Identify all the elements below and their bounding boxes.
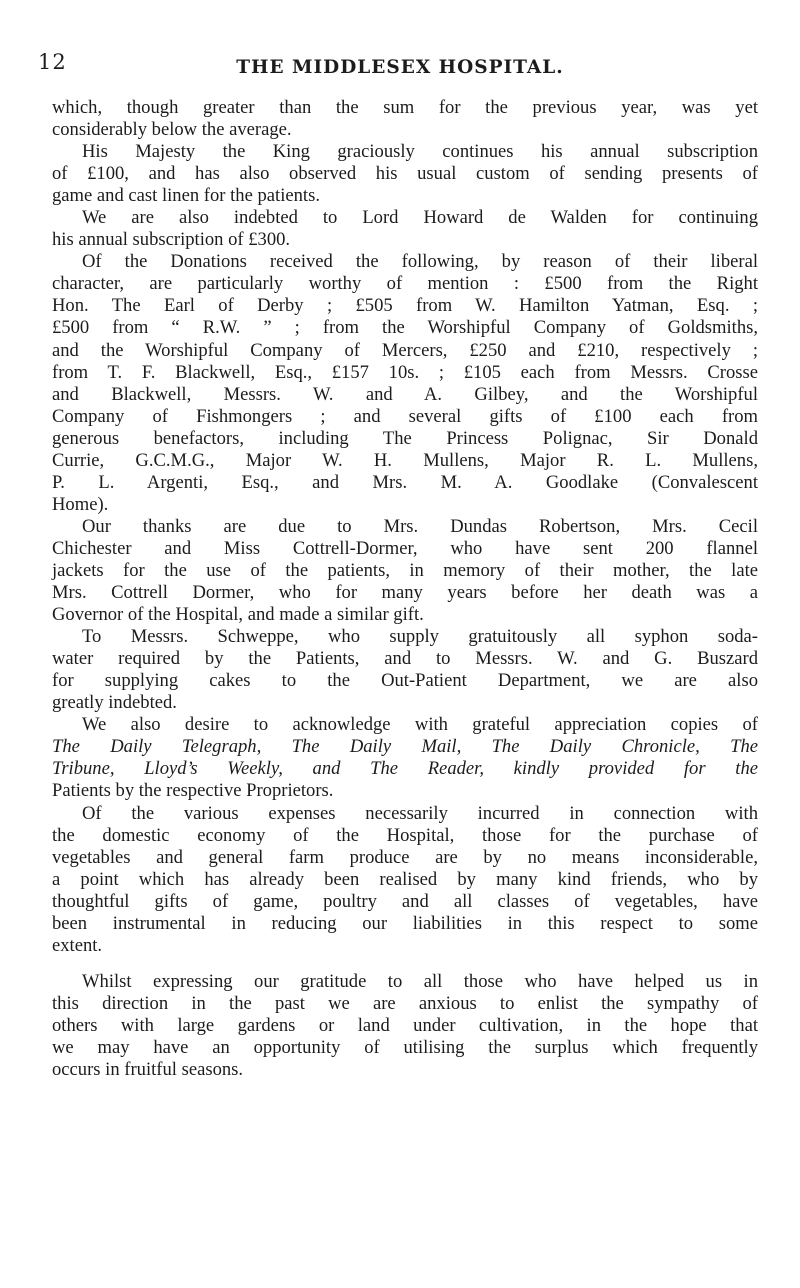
text-line: Company of Fishmongers ; and several gifts of £100 each from: [52, 405, 758, 427]
text-line: We are also indebted to Lord Howard de Walden for continuing: [82, 207, 758, 229]
text-line: the domestic economy of the Hospital, those for the purchase of: [52, 824, 758, 846]
text-line: Mrs. Cottrell Dormer, who for many years before her death was a: [52, 582, 758, 604]
paragraph-schweppe: [52, 626, 758, 714]
text-line: greatly indebted.: [52, 692, 177, 714]
italic-line: The Daily Telegraph, The Daily Mail, The Daily Chronicle, The: [52, 736, 758, 758]
paragraph-king-subscription: [52, 141, 758, 207]
paragraph-flannel-jackets: [52, 516, 758, 626]
text-line: and Blackwell, Messrs. W. and A. Gilbey, and the Worshipful: [52, 383, 758, 405]
text-line: others with large gardens or land under cultivation, in the hope that: [52, 1014, 758, 1036]
text-line: his annual subscription of £300.: [52, 229, 291, 251]
text-line: thoughtful gifts of game, poultry and all classes of vegetables, have: [52, 890, 758, 912]
text-line: To Messrs. Schweppe, who supply gratuitously all syphon soda-: [82, 626, 758, 648]
text-line: occurs in fruitful seasons.: [52, 1059, 244, 1081]
text-line: generous benefactors, including The Princess Polignac, Sir Donald: [52, 427, 758, 449]
paragraph-gardens-appeal: [52, 971, 758, 1081]
text-line: from T. F. Blackwell, Esq., £157 10s. ; £105 each from Messrs. Crosse: [52, 361, 758, 383]
text-line: Of the Donations received the following, by reason of their liberal: [82, 251, 758, 273]
text-line: Our thanks are due to Mrs. Dundas Robertson, Mrs. Cecil: [82, 515, 758, 537]
text-line-italic-titles: [52, 736, 758, 758]
text-line: been instrumental in reducing our liabilities in this respect to some: [52, 912, 758, 934]
text-line: game and cast linen for the patients.: [52, 185, 320, 207]
paragraph-donations: [52, 251, 758, 516]
text-line: this direction in the past we are anxious to enlist the sympathy of: [52, 992, 758, 1014]
text-line: Whilst expressing our gratitude to all those who have helped us in: [82, 970, 758, 992]
running-head: THE MIDDLESEX HOSPITAL.: [236, 57, 564, 78]
text-line: P. L. Argenti, Esq., and Mrs. M. A. Goodlake (Convalescent: [52, 471, 758, 493]
text-line: jackets for the use of the patients, in memory of their mother, the late: [52, 559, 758, 581]
text-line: which, though greater than the sum for the previous year, was yet: [52, 97, 758, 118]
text-line: vegetables and general farm produce are by no means inconsiderable,: [52, 846, 758, 868]
text-line: of £100, and has also observed his usual custom of sending presents of: [52, 163, 758, 185]
text-line: His Majesty the King graciously continues his annual subscription: [82, 141, 758, 163]
text-line: considerably below the average.: [52, 119, 292, 141]
text-line: character, are particularly worthy of mention : £500 from the Right: [52, 273, 758, 295]
text-line: Home).: [52, 493, 109, 515]
text-line: We also desire to acknowledge with grateful appreciation copies of: [82, 714, 758, 736]
text-line: Hon. The Earl of Derby ; £505 from W. Hamilton Yatman, Esq. ;: [52, 295, 758, 317]
text-line: extent.: [52, 934, 103, 956]
text-line: Currie, G.C.M.G., Major W. H. Mullens, Major R. L. Mullens,: [52, 449, 758, 471]
paragraph-lord-howard: [52, 207, 758, 251]
page-number: 12: [38, 50, 67, 74]
text-line-italic-titles: [52, 758, 758, 780]
italic-line: Tribune, Lloyd’s Weekly, and The Reader, kindly provided for the: [52, 758, 758, 780]
paragraph-newspapers: [52, 714, 758, 802]
paragraph-spacer: [52, 957, 758, 971]
text-line: £500 from “ R.W. ” ; from the Worshipful Company of Goldsmiths,: [52, 317, 758, 339]
paragraph-expenses: [52, 803, 758, 957]
text-line: Chichester and Miss Cottrell-Dormer, who have sent 200 flannel: [52, 537, 758, 559]
text-line: Governor of the Hospital, and made a similar gift.: [52, 604, 424, 626]
text-line: Patients by the respective Proprietors.: [52, 780, 334, 802]
text-line: a point which has already been realised by many kind friends, who by: [52, 868, 758, 890]
text-line: for supplying cakes to the Out-Patient Department, we are also: [52, 670, 758, 692]
paragraph-continuation: [52, 97, 758, 141]
text-line: and the Worshipful Company of Mercers, £250 and £210, respectively ;: [52, 339, 758, 361]
body-text: [52, 97, 758, 1081]
text-line: Of the various expenses necessarily incurred in connection with: [82, 802, 758, 824]
text-line: we may have an opportunity of utilising the surplus which frequently: [52, 1036, 758, 1058]
text-line: water required by the Patients, and to Messrs. W. and G. Buszard: [52, 648, 758, 670]
